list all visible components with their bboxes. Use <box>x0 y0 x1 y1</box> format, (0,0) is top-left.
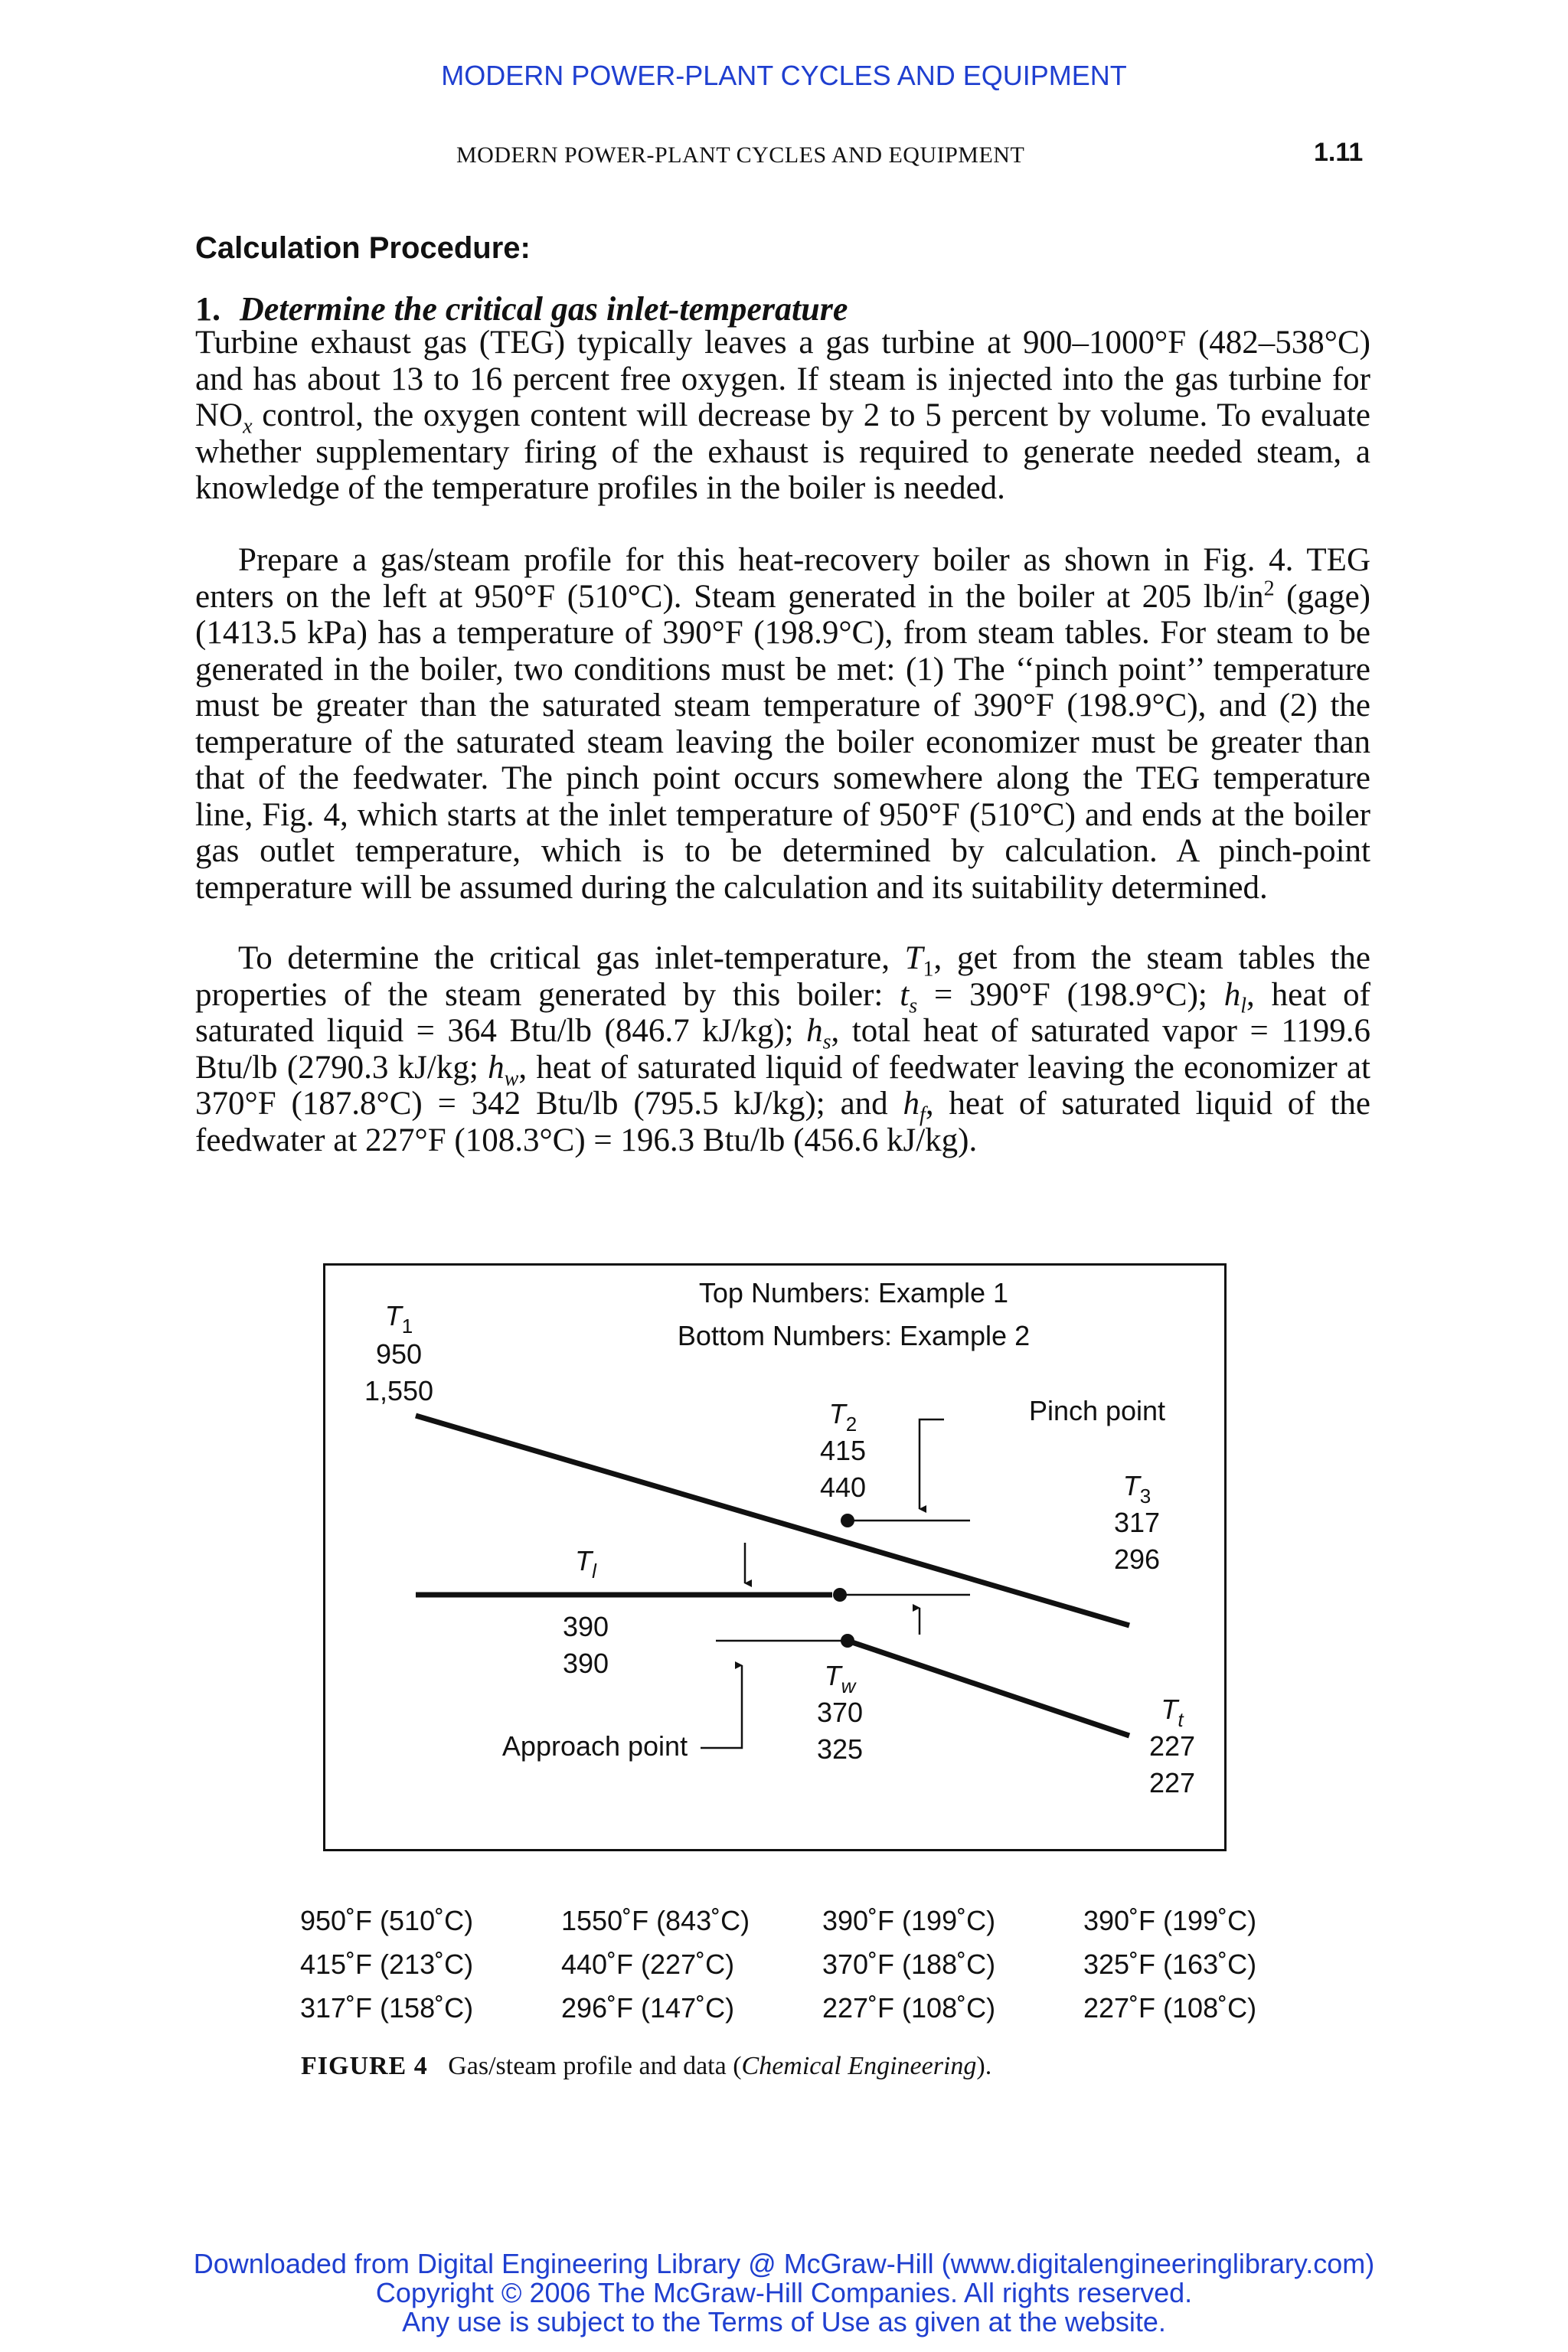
t2-value-example1: 415 <box>819 1435 867 1466</box>
tl-symbol: $T_l$ <box>575 1545 596 1583</box>
tw-value-example2: 325 <box>816 1733 864 1765</box>
p3-text-g: , heat of saturated liquid of the feedwater at 227°F (108.3°C) = 196.3 Btu/lb (456.6 kJ/kg). <box>195 1086 1370 1158</box>
p3-text-c: = 390°F (198.9°C); <box>917 976 1224 1013</box>
paragraph-3 <box>195 940 1370 1158</box>
data-cell: 296˚F (147˚C) <box>561 1992 735 2024</box>
data-cell: 390˚F (199˚C) <box>822 1905 996 1936</box>
data-cell: 370˚F (188˚C) <box>822 1949 996 1980</box>
running-head: MODERN POWER-PLANT CYCLES AND EQUIPMENT <box>456 142 1025 168</box>
top-title-link[interactable]: MODERN POWER-PLANT CYCLES AND EQUIPMENT <box>441 60 1127 91</box>
caption-end: ). <box>976 2052 992 2080</box>
data-cell: 317˚F (158˚C) <box>300 1992 474 2024</box>
p3-hw-sub: w <box>504 1067 519 1091</box>
figure-4-diagram <box>323 1263 1227 1851</box>
tl-value-example1: 390 <box>562 1611 609 1642</box>
p3-t1: T <box>904 940 923 976</box>
t3-value-example2: 296 <box>1113 1544 1161 1575</box>
p3-text-b: , get from the steam tables the properties of the steam generated by this boiler: <box>195 940 1370 1013</box>
caption-text: Gas/steam profile and data ( <box>448 2052 742 2080</box>
p3-hw: h <box>488 1049 505 1086</box>
data-cell: 440˚F (227˚C) <box>561 1949 735 1980</box>
tl-value-example2: 390 <box>562 1648 609 1679</box>
p3-hf: h <box>903 1086 920 1122</box>
pinch-point-leader <box>920 1419 944 1509</box>
p1-text-a: Turbine exhaust gas (TEG) typically leaves a gas turbine at 900–1000°F (482–538°C) and has about 13 to 16 percent free oxygen. If steam is injected into the gas turbine for NO <box>195 325 1370 433</box>
footer-terms-link[interactable]: Any use is subject to the Terms of Use as given at the website. <box>402 2306 1166 2337</box>
caption-source: Chemical Engineering <box>741 2052 977 2080</box>
p3-text-f: , heat of saturated liquid of feedwater leaving the economizer at 370°F (187.8°C) = 342 Btu/lb (795.5 kJ/kg); and <box>195 1049 1371 1122</box>
data-cell: 227˚F (108˚C) <box>822 1992 996 2024</box>
p3-t1-sub: 1 <box>923 957 934 982</box>
tw-value-example1: 370 <box>816 1697 864 1728</box>
data-cell: 415˚F (213˚C) <box>300 1949 474 1980</box>
data-cell: 950˚F (510˚C) <box>300 1905 474 1936</box>
p3-text-e: , total heat of saturated vapor = 1199.6 Btu/lb (2790.3 kJ/kg; <box>195 1013 1370 1086</box>
section-heading: Calculation Procedure: <box>195 231 531 265</box>
legend-bottom-numbers: Bottom Numbers: Example 2 <box>677 1320 1031 1351</box>
gas-steam-profile-diagram <box>325 1266 1224 1849</box>
paragraph-2 <box>195 542 1370 906</box>
p3-text-a: To determine the critical gas inlet-temperature, <box>238 940 905 976</box>
legend-top-numbers: Top Numbers: Example 1 <box>698 1277 1009 1308</box>
t1-value-example2: 1,550 <box>364 1375 434 1406</box>
t1-symbol: $T_1$ <box>384 1300 413 1338</box>
step-heading <box>195 289 848 328</box>
tt-value-example2: 227 <box>1148 1767 1196 1798</box>
p3-hl: h <box>1223 976 1241 1013</box>
paragraph-1 <box>195 325 1370 507</box>
t3-symbol: $T_3$ <box>1122 1470 1152 1508</box>
t2-symbol: $T_2$ <box>828 1398 858 1436</box>
figure-data-table <box>0 1905 1568 2043</box>
data-cell: 390˚F (199˚C) <box>1083 1905 1257 1936</box>
approach-point-label: Approach point <box>501 1730 688 1762</box>
tt-value-example1: 227 <box>1148 1730 1196 1762</box>
feedwater-line <box>848 1641 1129 1736</box>
p3-ts-sub: s <box>909 994 918 1018</box>
figure-label: FIGURE 4 <box>301 2052 428 2080</box>
p3-hf-sub: f <box>920 1102 926 1127</box>
p1-text-b: control, the oxygen content will decrease by 2 to 5 percent by volume. To evaluate whether supplementary firing of the exhaust is required to generate needed steam, a knowledge of the temperature profiles in the boiler is needed. <box>195 397 1370 506</box>
t1-value-example1: 950 <box>375 1338 423 1370</box>
p2-text-b: (gage) (1413.5 kPa) has a temperature of 390°F (198.9°C), from steam tables. For steam to be generated in the boiler, two conditions must be met: (1) The ‘‘pinch point’’ temperature must be greater than the saturated steam temperature of 390°F (198.9°C), and (2) the temperature of the saturated steam leaving the boiler economizer must be greater than that of the feedwater. The pinch point occurs somewhere along the TEG temperature line, Fig. 4, which starts at the inlet temperature of 950°F (510°C) and ends at the boiler gas outlet temperature, which is to be determined by calculation. A pinch-point temperature will be assumed during the calculation and its suitability determined. <box>195 578 1370 906</box>
p3-hl-sub: l <box>1240 994 1247 1018</box>
p1-sub: x <box>243 414 253 439</box>
step-number: 1. <box>195 290 220 328</box>
data-cell: 325˚F (163˚C) <box>1083 1949 1257 1980</box>
pinch-point-label: Pinch point <box>1028 1395 1166 1426</box>
p2-text-a: Prepare a gas/steam profile for this heat-recovery boiler as shown in Fig. 4. TEG enters on the left at 950°F (510°C). Steam generated in the boiler at 205 lb/in <box>195 542 1370 615</box>
figure-caption <box>301 2052 991 2081</box>
p3-ts: t <box>900 976 910 1013</box>
t2-value-example2: 440 <box>819 1472 867 1503</box>
footer-copyright: Copyright © 2006 The McGraw-Hill Companies. All rights reserved. <box>375 2277 1193 2308</box>
data-cell: 1550˚F (843˚C) <box>561 1905 750 1936</box>
footer-notice <box>0 2249 1568 2337</box>
p3-hs: h <box>806 1013 823 1049</box>
approach-point-leader <box>701 1665 742 1748</box>
data-cell: 227˚F (108˚C) <box>1083 1992 1257 2024</box>
p3-hs-sub: s <box>822 1030 831 1054</box>
page-number: 1.11 <box>1314 138 1364 167</box>
p2-sup: 2 <box>1263 577 1275 601</box>
t3-value-example1: 317 <box>1113 1507 1161 1538</box>
tw-symbol: $T_w$ <box>824 1660 856 1697</box>
tt-symbol: $T_t$ <box>1161 1694 1184 1731</box>
p3-text-d: , heat of saturated liquid = 364 Btu/lb (846.7 kJ/kg); <box>195 976 1371 1049</box>
footer-download-link[interactable]: Downloaded from Digital Engineering Library @ McGraw-Hill (www.digitalengineeringlibrary.com) <box>193 2248 1375 2279</box>
step-title: Determine the critical gas inlet-temperature <box>240 290 848 328</box>
